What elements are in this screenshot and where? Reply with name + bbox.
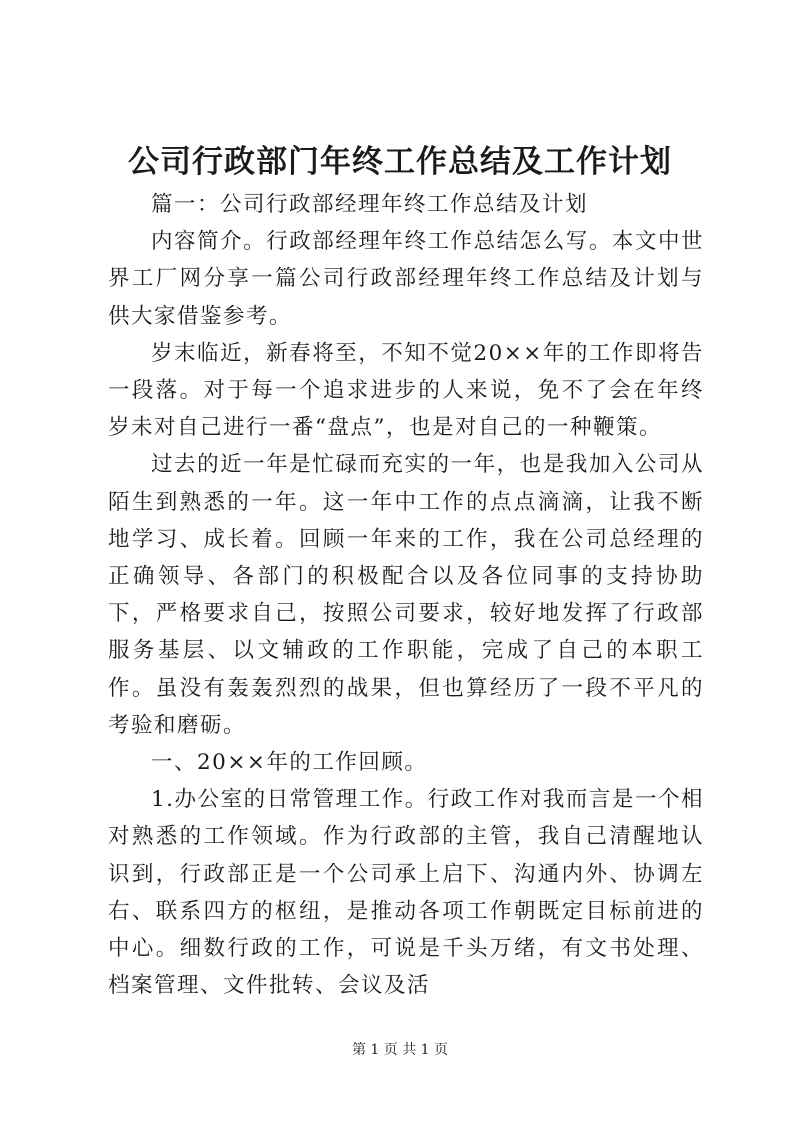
document-body [108,186,704,1004]
page-footer: 第 1 页 共 1 页 [351,1042,449,1058]
paragraph-review-heading: 一、20××年的工作回顾。 [151,750,428,776]
paragraph-summary: 内容简介。行政部经理年终工作总结怎么写。本文中世界工厂网分享一篇公司行政部经理年终工作总结及计划与供大家借鉴参考。 [108,229,704,329]
paragraph-past-year: 过去的近一年是忙碌而充实的一年，也是我加入公司从陌生到熟悉的一年。这一年中工作的点点滴滴，让我不断地学习、成长着。回顾一年来的工作，我在公司总经理的正确领导、各部门的积极配合以及各位同事的支持协助下，严格要求自己，按照公司要求，较好地发挥了行政部服务基层、以文辅政的工作职能，完成了自己的本职工作。虽没有轰轰烈烈的战果，但也算经历了一段不平凡的考验和磨砺。 [108,452,704,738]
paragraph-year-end: 岁末临近，新春将至，不知不觉20××年的工作即将告一段落。对于每一个追求进步的人来说，免不了会在年终岁未对自己进行一番“盘点”，也是对自己的一种鞭策。 [108,340,704,441]
paragraph-section-heading: 篇一：公司行政部经理年终工作总结及计划 [151,192,589,217]
paragraph-office-management: 1.办公室的日常管理工作。行政工作对我而言是一个相对熟悉的工作领域。作为行政部的主管，我自己清醒地认识到，行政部正是一个公司承上启下、沟通内外、协调左右、联系四方的枢纽，是推动各项工作朝既定目标前进的中心。细数行政的工作，可说是千头万绪，有文书处理、档案管理、文件批转、会议及活 [108,787,704,999]
document-title: 公司行政部门年终工作总结及工作计划 [128,144,672,180]
